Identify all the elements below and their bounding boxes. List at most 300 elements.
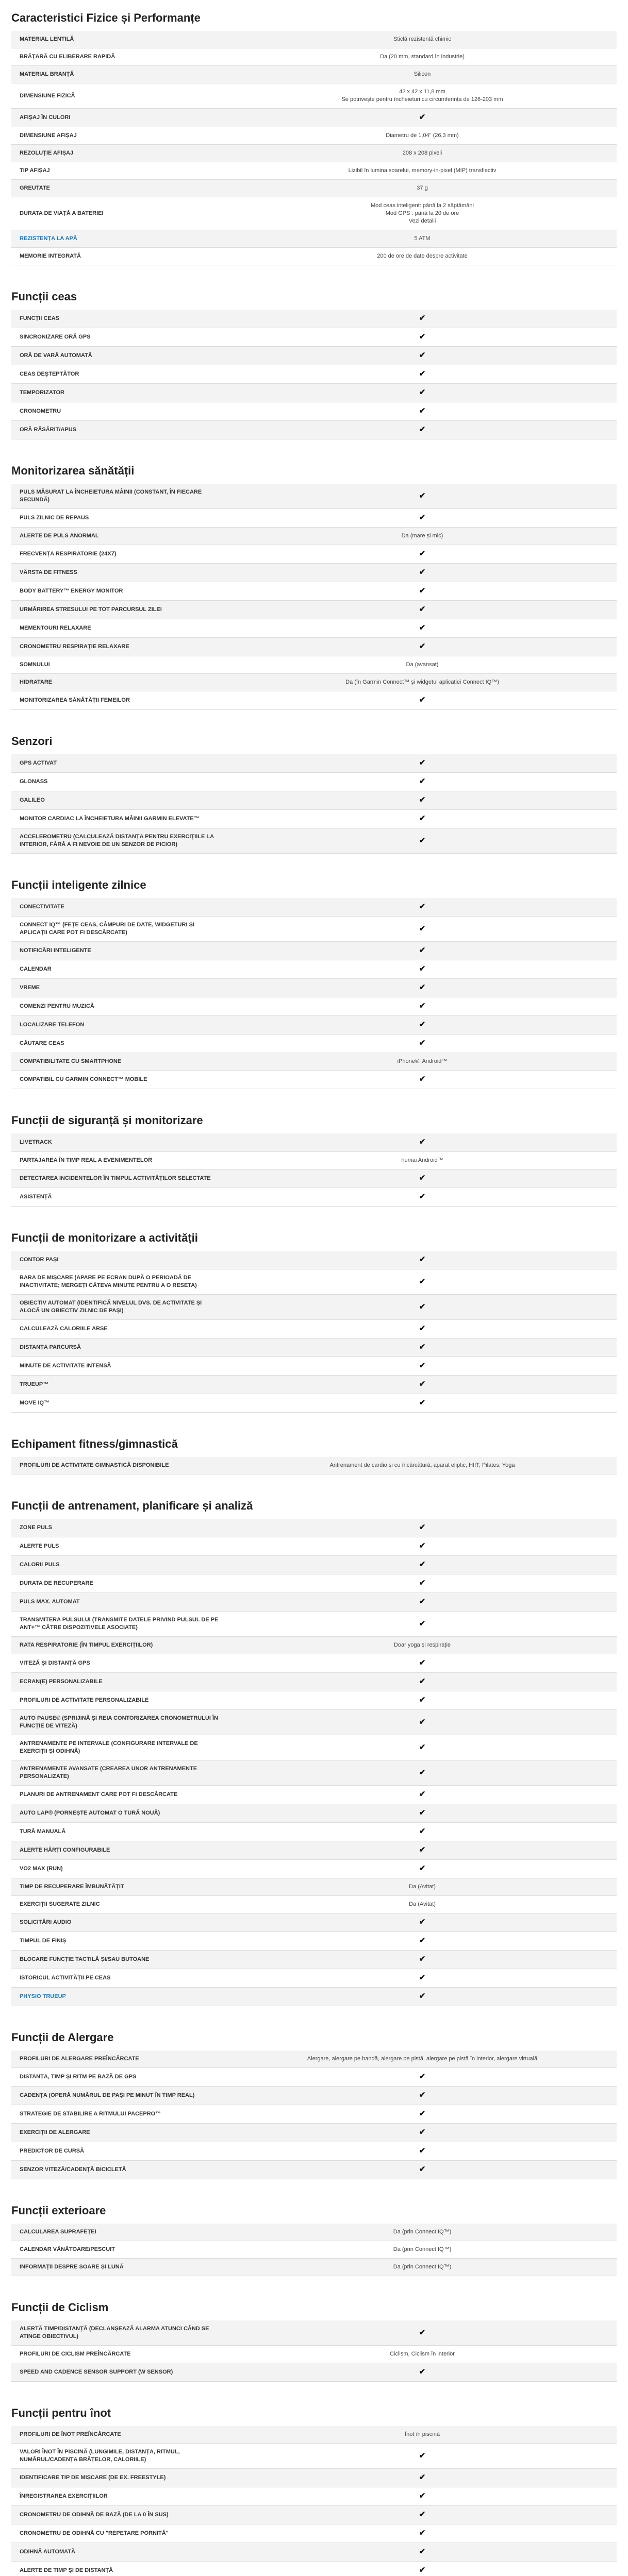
spec-row	[11, 1637, 617, 1654]
spec-row	[11, 2487, 617, 2506]
spec-row	[11, 347, 617, 365]
checkmark-icon: ✔	[419, 814, 426, 823]
spec-row	[11, 1786, 617, 1804]
spec-row	[11, 1556, 617, 1574]
checkmark-icon: ✔	[419, 924, 426, 933]
spec-value	[228, 1913, 617, 1932]
spec-label: RATA RESPIRATORIE (ÎN TIMPUL EXERCIȚIILOR)	[11, 1637, 228, 1654]
spec-row	[11, 691, 617, 710]
checkmark-icon: ✔	[419, 1742, 426, 1752]
spec-label: ORĂ DE VARĂ AUTOMATĂ	[11, 347, 228, 365]
spec-label: DURATA DE RECUPERARE	[11, 1574, 228, 1593]
spec-row	[11, 230, 617, 248]
spec-label: PULS MAX. AUTOMAT	[11, 1593, 228, 1612]
spec-value	[228, 917, 617, 942]
spec-value	[228, 421, 617, 439]
checkmark-icon: ✔	[419, 2072, 426, 2081]
spec-row	[11, 2087, 617, 2105]
checkmark-icon: ✔	[419, 2547, 426, 2556]
spec-value: 37 g	[228, 180, 617, 197]
checkmark-icon: ✔	[419, 1255, 426, 1264]
spec-value	[228, 1269, 617, 1295]
spec-row	[11, 2543, 617, 2562]
spec-value	[228, 1860, 617, 1878]
spec-label: ODIHNĂ AUTOMATĂ	[11, 2543, 228, 2562]
spec-label: PROFILURI DE ÎNOT PREÎNCĂRCATE	[11, 2426, 228, 2444]
spec-value: Da (prin Connect IQ™)	[228, 2224, 617, 2241]
spec-value	[228, 109, 617, 127]
spec-row	[11, 1735, 617, 1760]
spec-row	[11, 638, 617, 656]
section-title: Funcții exterioare	[11, 2204, 106, 2217]
checkmark-icon: ✔	[419, 2165, 426, 2174]
checkmark-icon: ✔	[419, 2510, 426, 2519]
spec-row	[11, 2444, 617, 2469]
spec-value	[228, 2320, 617, 2346]
spec-table	[11, 1133, 617, 1207]
spec-table	[11, 484, 617, 710]
spec-value	[228, 960, 617, 979]
spec-value	[228, 1710, 617, 1735]
spec-label: ANTRENAMENTE AVANSATE (CREAREA UNOR ANTRENAMENTE PERSONALIZATE)	[11, 1760, 228, 1786]
spec-row	[11, 942, 617, 960]
spec-value: Silicon	[228, 66, 617, 83]
checkmark-icon: ✔	[419, 1955, 426, 1963]
checkmark-icon: ✔	[419, 1717, 426, 1726]
spec-row	[11, 997, 617, 1016]
spec-label: ALERTĂ TIMP/DISTANȚĂ (DECLANȘEAZĂ ALARMA ATUNCI CÂND SE ATINGE OBIECTIVUL)	[11, 2320, 228, 2346]
spec-label: OBIECTIV AUTOMAT (IDENTIFICĂ NIVELUL DVS. DE ACTIVITATE ȘI ALOCĂ UN OBIECTIV ZILNIC DE PAȘI)	[11, 1295, 228, 1320]
spec-value	[228, 1593, 617, 1612]
spec-label: CONNECT IQ™ (FEȚE CEAS, CÂMPURI DE DATE, WIDGETURI ȘI APLICAȚII CARE POT FI DESCĂRCATE)	[11, 917, 228, 942]
checkmark-icon: ✔	[419, 513, 426, 522]
spec-label: CALENDAR VÂNĂTOARE/PESCUIT	[11, 2241, 228, 2259]
spec-section-functii-inteligente-zilnice	[11, 867, 617, 1089]
section-title: Funcții de monitorizare a activității	[11, 1231, 198, 1244]
spec-value	[228, 545, 617, 564]
spec-value	[228, 1376, 617, 1394]
spec-value: Da (prin Connect IQ™)	[228, 2241, 617, 2259]
checkmark-icon: ✔	[419, 1398, 426, 1407]
spec-row	[11, 1519, 617, 1537]
spec-label: PROFILURI DE ALERGARE PREÎNCĂRCATE	[11, 2050, 228, 2068]
spec-section-functii-de-siguranta-si-monitorizare	[11, 1103, 617, 1207]
spec-row	[11, 2426, 617, 2444]
checkmark-icon: ✔	[419, 696, 426, 704]
spec-value	[228, 1786, 617, 1804]
spec-label: MEMENTOURI RELAXARE	[11, 619, 228, 638]
spec-value	[228, 2469, 617, 2487]
checkmark-icon: ✔	[419, 1324, 426, 1333]
checkmark-icon: ✔	[419, 1541, 426, 1550]
spec-row	[11, 328, 617, 347]
spec-row	[11, 1969, 617, 1988]
spec-label: ASISTENȚĂ	[11, 1188, 228, 1207]
spec-value: Da (prin Connect IQ™)	[228, 2259, 617, 2276]
checkmark-icon: ✔	[419, 1658, 426, 1667]
spec-label: EXERCIȚII DE ALERGARE	[11, 2124, 228, 2142]
checkmark-icon: ✔	[419, 406, 426, 415]
spec-label: CRONOMETRU DE ODIHNĂ DE BAZĂ (DE LA 0 ÎN SUS)	[11, 2506, 228, 2524]
spec-row	[11, 582, 617, 601]
spec-row	[11, 2050, 617, 2068]
spec-value	[228, 619, 617, 638]
spec-row	[11, 1691, 617, 1710]
checkmark-icon: ✔	[419, 1523, 426, 1532]
spec-value	[228, 2506, 617, 2524]
spec-row	[11, 791, 617, 810]
checkmark-icon: ✔	[419, 623, 426, 632]
checkmark-icon: ✔	[419, 2328, 426, 2337]
spec-value: Doar yoga și respirație	[228, 1637, 617, 1654]
spec-value	[228, 310, 617, 328]
spec-row	[11, 619, 617, 638]
spec-value: Diametru de 1,04" (26,3 mm)	[228, 127, 617, 145]
spec-value	[228, 754, 617, 773]
spec-label: CALCULEAZĂ CALORIILE ARSE	[11, 1320, 228, 1338]
spec-row	[11, 2506, 617, 2524]
spec-label: PULS ZILNIC DE REPAUS	[11, 509, 228, 528]
section-title: Senzori	[11, 735, 53, 748]
checkmark-icon: ✔	[419, 1973, 426, 1982]
spec-row	[11, 1804, 617, 1823]
spec-value	[228, 347, 617, 365]
spec-row	[11, 162, 617, 180]
spec-label: AUTO PAUSE® (SPRIJINĂ ȘI REIA CONTORIZAREA CRONOMETRULUI ÎN FUNCȚIE DE VITEZĂ)	[11, 1710, 228, 1735]
checkmark-icon: ✔	[419, 1380, 426, 1388]
spec-row	[11, 2224, 617, 2241]
spec-label: PULS MĂSURAT LA ÎNCHEIETURA MÂINII (CONSTANT, ÎN FIECARE SECUNDĂ)	[11, 484, 228, 509]
spec-section-functii-de-ciclism	[11, 2290, 617, 2382]
spec-value	[228, 1295, 617, 1320]
spec-value	[228, 601, 617, 619]
checkmark-icon: ✔	[419, 568, 426, 577]
spec-label: BARA DE MIȘCARE (APARE PE ECRAN DUPĂ O PERIOADĂ DE INACTIVITATE; MERGEȚI CÂTEVA MINUTE PENTRU A O RESETA)	[11, 1269, 228, 1295]
section-title: Funcții de siguranță și monitorizare	[11, 1114, 203, 1127]
spec-row	[11, 484, 617, 509]
spec-row	[11, 828, 617, 854]
spec-value	[228, 1841, 617, 1860]
spec-row	[11, 197, 617, 230]
spec-row	[11, 2124, 617, 2142]
checkmark-icon: ✔	[419, 1075, 426, 1083]
spec-row	[11, 1295, 617, 1320]
checkmark-icon: ✔	[419, 2529, 426, 2537]
spec-value: numai Android™	[228, 1152, 617, 1170]
spec-value	[228, 1823, 617, 1841]
checkmark-icon: ✔	[419, 1845, 426, 1854]
spec-row	[11, 1537, 617, 1556]
spec-label: GLONASS	[11, 773, 228, 791]
spec-row	[11, 1612, 617, 1637]
spec-label: URMĂRIREA STRESULUI PE TOT PARCURSUL ZILEI	[11, 601, 228, 619]
checkmark-icon: ✔	[419, 351, 426, 360]
spec-label: SOLICITĂRI AUDIO	[11, 1913, 228, 1932]
spec-label: STRATEGIE DE STABILIRE A RITMULUI PACEPRO™	[11, 2105, 228, 2124]
spec-label: AUTO LAP® (PORNEȘTE AUTOMAT O TURĂ NOUĂ)	[11, 1804, 228, 1823]
spec-row	[11, 754, 617, 773]
spec-label: CEAS DEȘTEPTĂTOR	[11, 365, 228, 384]
spec-row	[11, 2469, 617, 2487]
section-title: Funcții de antrenament, planificare și analiză	[11, 1499, 253, 1512]
checkmark-icon: ✔	[419, 983, 426, 992]
spec-row	[11, 66, 617, 83]
spec-value	[228, 979, 617, 997]
spec-row	[11, 2320, 617, 2346]
checkmark-icon: ✔	[419, 2128, 426, 2137]
section-title: Echipament fitness/gimnastică	[11, 1437, 178, 1450]
spec-value	[228, 1574, 617, 1593]
checkmark-icon: ✔	[419, 2091, 426, 2099]
spec-value	[228, 1071, 617, 1089]
spec-row	[11, 2241, 617, 2259]
spec-table	[11, 1251, 617, 1413]
spec-label: CADENȚA (OPERĂ NUMĂRUL DE PAȘI PE MINUT ÎN TIMP REAL)	[11, 2087, 228, 2105]
checkmark-icon: ✔	[419, 2566, 426, 2574]
spec-value	[228, 328, 617, 347]
checkmark-icon: ✔	[419, 388, 426, 397]
spec-row	[11, 421, 617, 439]
checkmark-icon: ✔	[419, 369, 426, 378]
spec-value: Antrenament de cardio și cu încărcătură, aparat eliptic, HIIT, Pilates, Yoga	[228, 1457, 617, 1475]
checkmark-icon: ✔	[419, 1192, 426, 1201]
spec-label: GALILEO	[11, 791, 228, 810]
spec-label: ÎNREGISTRAREA EXERCIȚIILOR	[11, 2487, 228, 2506]
spec-value	[228, 942, 617, 960]
spec-value: Da (20 mm, standard în industrie)	[228, 48, 617, 66]
spec-section-functii-de-monitorizare-a-activitatii	[11, 1220, 617, 1413]
checkmark-icon: ✔	[419, 2473, 426, 2482]
spec-value	[228, 484, 617, 509]
spec-row	[11, 2068, 617, 2087]
spec-value	[228, 2105, 617, 2124]
spec-value	[228, 791, 617, 810]
spec-value	[228, 1804, 617, 1823]
spec-value	[228, 1338, 617, 1357]
spec-value	[228, 1519, 617, 1537]
spec-label: VALORI ÎNOT ÎN PISCINĂ (LUNGIMILE, DISTANȚA, RITMUL, NUMĂRUL/CADENȚA BRĂȚELOR, CALORIILE)	[11, 2444, 228, 2469]
spec-row	[11, 1988, 617, 2006]
checkmark-icon: ✔	[419, 2492, 426, 2500]
checkmark-icon: ✔	[419, 1361, 426, 1370]
checkmark-icon: ✔	[419, 549, 426, 558]
spec-label: GREUTATE	[11, 180, 228, 197]
spec-section-functii-de-antrenament-planificare-si-analiza	[11, 1488, 617, 2006]
checkmark-icon: ✔	[419, 1002, 426, 1010]
spec-row	[11, 1574, 617, 1593]
spec-label: CALORII PULS	[11, 1556, 228, 1574]
section-title: Funcții inteligente zilnice	[11, 878, 146, 891]
checkmark-icon: ✔	[419, 1790, 426, 1799]
spec-label: MONITOR CARDIAC LA ÎNCHEIETURA MÂINII GARMIN ELEVATE™	[11, 810, 228, 828]
spec-table	[11, 2050, 617, 2179]
spec-label: TIMP DE RECUPERARE ÎMBUNĂTĂȚIT	[11, 1878, 228, 1896]
spec-value	[228, 2444, 617, 2469]
spec-row	[11, 960, 617, 979]
checkmark-icon: ✔	[419, 1619, 426, 1628]
spec-row	[11, 1951, 617, 1969]
spec-row	[11, 1152, 617, 1170]
spec-label: TRUEUP™	[11, 1376, 228, 1394]
spec-row	[11, 1860, 617, 1878]
spec-value	[228, 2524, 617, 2543]
spec-value	[228, 1969, 617, 1988]
spec-value: 208 x 208 pixeli	[228, 145, 617, 162]
spec-label: FUNCȚII CEAS	[11, 310, 228, 328]
spec-row	[11, 509, 617, 528]
spec-value	[228, 1320, 617, 1338]
spec-section-caracteristici-fizice-si-performante	[11, 0, 617, 265]
checkmark-icon: ✔	[419, 1677, 426, 1686]
spec-row	[11, 109, 617, 127]
spec-label: TEMPORIZATOR	[11, 384, 228, 402]
spec-value: Da (mare și mic)	[228, 528, 617, 545]
spec-row	[11, 601, 617, 619]
checkmark-icon: ✔	[419, 1864, 426, 1873]
spec-label: GPS ACTIVAT	[11, 754, 228, 773]
spec-table	[11, 2426, 617, 2576]
spec-label: IDENTIFICARE TIP DE MIȘCARE (DE EX. FREESTYLE)	[11, 2469, 228, 2487]
section-title: Funcții de Alergare	[11, 2031, 114, 2044]
spec-label: COMENZI PENTRU MUZICĂ	[11, 997, 228, 1016]
spec-value: Da (avansat)	[228, 656, 617, 674]
spec-row	[11, 528, 617, 545]
spec-row	[11, 1654, 617, 1673]
spec-value	[228, 1035, 617, 1053]
spec-value	[228, 509, 617, 528]
spec-label: ORĂ RĂSĂRIT/APUS	[11, 421, 228, 439]
spec-label: PROFILURI DE CICLISM PREÎNCĂRCATE	[11, 2346, 228, 2363]
spec-value	[228, 2363, 617, 2382]
spec-label: VÂRSTA DE FITNESS	[11, 564, 228, 582]
spec-row	[11, 1394, 617, 1413]
checkmark-icon: ✔	[419, 642, 426, 651]
spec-label: DISTANȚA PARCURSĂ	[11, 1338, 228, 1357]
spec-value: 5 ATM	[228, 230, 617, 248]
spec-row	[11, 2363, 617, 2382]
checkmark-icon: ✔	[419, 1277, 426, 1286]
spec-value	[228, 1612, 617, 1637]
section-title: Caracteristici Fizice și Performanțe	[11, 11, 201, 24]
spec-table	[11, 898, 617, 1089]
checkmark-icon: ✔	[419, 1936, 426, 1945]
spec-value: Da (Avitat)	[228, 1896, 617, 1913]
spec-label: MINUTE DE ACTIVITATE INTENSĂ	[11, 1357, 228, 1376]
spec-value: Mod ceas inteligent: până la 2 săptămâni Mod GPS : până la 20 de ore Vezi detalii	[228, 197, 617, 230]
checkmark-icon: ✔	[419, 946, 426, 955]
spec-value	[228, 384, 617, 402]
spec-value	[228, 1735, 617, 1760]
spec-label: ALERTE HĂRȚI CONFIGURABILE	[11, 1841, 228, 1860]
spec-value: 42 x 42 x 11,8 mm Se potrivește pentru încheieturi cu circumferința de 126-203 mm	[228, 83, 617, 109]
spec-label: INFORMAȚII DESPRE SOARE ȘI LUNĂ	[11, 2259, 228, 2276]
spec-label: CRONOMETRU	[11, 402, 228, 421]
spec-row	[11, 1710, 617, 1735]
spec-table	[11, 1519, 617, 2006]
spec-table	[11, 1457, 617, 1475]
spec-row	[11, 545, 617, 564]
spec-row	[11, 310, 617, 328]
spec-value: Înot în piscină	[228, 2426, 617, 2444]
spec-label: DETECTAREA INCIDENTELOR ÎN TIMPUL ACTIVITĂȚILOR SELECTATE	[11, 1170, 228, 1188]
spec-label: DURATA DE VIAȚĂ A BATERIEI	[11, 197, 228, 230]
spec-label: CALCULAREA SUPRAFEȚEI	[11, 2224, 228, 2241]
spec-value: Ciclism, Ciclism în interior	[228, 2346, 617, 2363]
spec-label: TURĂ MANUALĂ	[11, 1823, 228, 1841]
spec-row	[11, 1338, 617, 1357]
spec-value	[228, 2487, 617, 2506]
spec-value	[228, 1951, 617, 1969]
spec-row	[11, 1320, 617, 1338]
spec-label: BODY BATTERY™ ENERGY MONITOR	[11, 582, 228, 601]
spec-label: CRONOMETRU DE ODIHNĂ CU "REPETARE PORNITĂ"	[11, 2524, 228, 2543]
spec-value	[228, 810, 617, 828]
spec-value	[228, 1251, 617, 1269]
spec-row	[11, 2142, 617, 2161]
spec-label: COMPATIBIL CU GARMIN CONNECT™ MOBILE	[11, 1071, 228, 1089]
spec-row	[11, 31, 617, 48]
checkmark-icon: ✔	[419, 586, 426, 595]
spec-row	[11, 1133, 617, 1152]
spec-value	[228, 1760, 617, 1786]
spec-value	[228, 2161, 617, 2179]
spec-row	[11, 2161, 617, 2179]
checkmark-icon: ✔	[419, 1918, 426, 1926]
spec-label: FRECVENȚA RESPIRATORIE (24X7)	[11, 545, 228, 564]
spec-label: DIMENSIUNE FIZICĂ	[11, 83, 228, 109]
checkmark-icon: ✔	[419, 1579, 426, 1587]
spec-value	[228, 1394, 617, 1413]
spec-row	[11, 1016, 617, 1035]
spec-label: MATERIAL BRANȚĂ	[11, 66, 228, 83]
spec-row	[11, 979, 617, 997]
spec-value	[228, 773, 617, 791]
spec-row	[11, 773, 617, 791]
spec-label-link[interactable]: REZISTENȚA LA APĂ	[11, 230, 228, 248]
spec-value	[228, 638, 617, 656]
spec-label: CONTOR PAȘI	[11, 1251, 228, 1269]
spec-row	[11, 656, 617, 674]
spec-row	[11, 365, 617, 384]
checkmark-icon: ✔	[419, 1138, 426, 1146]
checkmark-icon: ✔	[419, 2109, 426, 2118]
checkmark-icon: ✔	[419, 1827, 426, 1836]
spec-label: LOCALIZARE TELEFON	[11, 1016, 228, 1035]
spec-value	[228, 828, 617, 854]
spec-row	[11, 1269, 617, 1295]
checkmark-icon: ✔	[419, 2451, 426, 2460]
spec-label: COMPATIBILITATE CU SMARTPHONE	[11, 1053, 228, 1071]
spec-value	[228, 997, 617, 1016]
spec-value	[228, 1016, 617, 1035]
spec-label: AFIȘAJ ÎN CULORI	[11, 109, 228, 127]
spec-label: VITEZĂ ȘI DISTANȚĂ GPS	[11, 1654, 228, 1673]
checkmark-icon: ✔	[419, 1560, 426, 1569]
checkmark-icon: ✔	[419, 332, 426, 341]
spec-value	[228, 1556, 617, 1574]
spec-value: Lizibil în lumina soarelui, memory-in-pixel (MIP) transflectiv	[228, 162, 617, 180]
spec-label: BRĂȚARĂ CU ELIBERARE RAPIDĂ	[11, 48, 228, 66]
spec-row	[11, 1841, 617, 1860]
spec-value	[228, 2124, 617, 2142]
spec-label-link[interactable]: PHYSIO TRUEUP	[11, 1988, 228, 2006]
spec-row	[11, 2105, 617, 2124]
spec-label: EXERCIȚII SUGERATE ZILNIC	[11, 1896, 228, 1913]
checkmark-icon: ✔	[419, 758, 426, 767]
checkmark-icon: ✔	[419, 1808, 426, 1817]
spec-label: PROFILURI DE ACTIVITATE GIMNASTICĂ DISPONIBILE	[11, 1457, 228, 1475]
spec-label: DISTANȚA, TIMP ȘI RITM PE BAZĂ DE GPS	[11, 2068, 228, 2087]
